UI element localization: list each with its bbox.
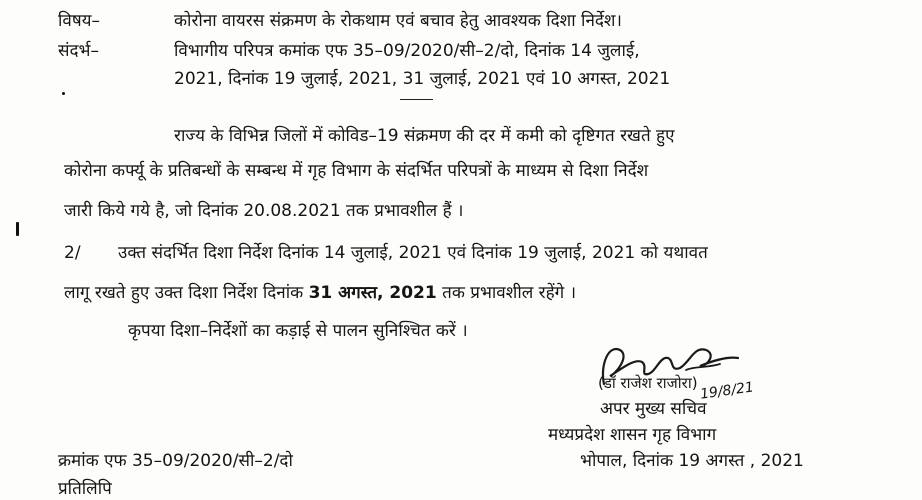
- scan-speck: [62, 92, 65, 95]
- para3: कृपया दिशा–निर्देशों का कड़ाई से पालन सुनिश्चित करें ।: [128, 321, 468, 341]
- para2-line-2-end: तक प्रभावशील रहेंगे ।: [442, 283, 577, 303]
- separator-rule: [400, 99, 433, 100]
- signatory-name: (डॉ राजेश राजोरा): [598, 374, 698, 392]
- para2-line-2: [64, 282, 576, 304]
- para2-line-1: उक्त संदर्भित दिशा निर्देश दिनांक 14 जुलाई, 2021 एवं दिनांक 19 जुलाई, 2021 को यथावत: [118, 243, 708, 263]
- scan-speck: [16, 222, 19, 236]
- reference-line-2: 2021, दिनांक 19 जुलाई, 2021, 31 जुलाई, 2021 एवं 10 अगस्त, 2021: [174, 69, 671, 89]
- para2-highlight-date: 31 अगस्त, 2021: [308, 283, 437, 303]
- para2-line-2-start: लागू रखते हुए उक्त दिशा निर्देश दिनांक: [64, 283, 304, 303]
- copy-label: प्रतिलिपि: [58, 479, 112, 499]
- department: मध्यप्रदेश शासन गृह विभाग: [548, 425, 717, 445]
- subject-label: विषय–: [58, 11, 101, 31]
- designation: अपर मुख्य सचिव: [600, 399, 707, 419]
- para2-number: 2/: [64, 243, 81, 263]
- reference-label: संदर्भ–: [58, 41, 99, 61]
- para1-line-3: जारी किये गये है, जो दिनांक 20.08.2021 तक प्रभावशील हैं ।: [64, 201, 464, 221]
- para1-line-2: कोरोना कर्फ्यू के प्रतिबन्धों के सम्बन्ध में गृह विभाग के संदर्भित परिपत्रों के माध्यम से दिशा निर्देश: [64, 161, 649, 181]
- signature-date-mark: 19/8/21: [699, 379, 755, 403]
- place-date: भोपाल, दिनांक 19 अगस्त , 2021: [580, 451, 804, 471]
- para1-line-1: राज्य के विभिन्न जिलों में कोविड–19 संक्रमण की दर में कमी को दृष्टिगत रखते हुए: [174, 126, 675, 146]
- subject-text: कोरोना वायरस संक्रमण के रोकथाम एवं बचाव हेतु आवश्यक दिशा निर्देश।: [174, 11, 622, 31]
- reference-line-1: विभागीय परिपत्र कमांक एफ 35–09/2020/सी–2/दो, दिनांक 14 जुलाई,: [174, 41, 640, 61]
- order-number: क्रमांक एफ 35–09/2020/सी–2/दो: [58, 451, 293, 471]
